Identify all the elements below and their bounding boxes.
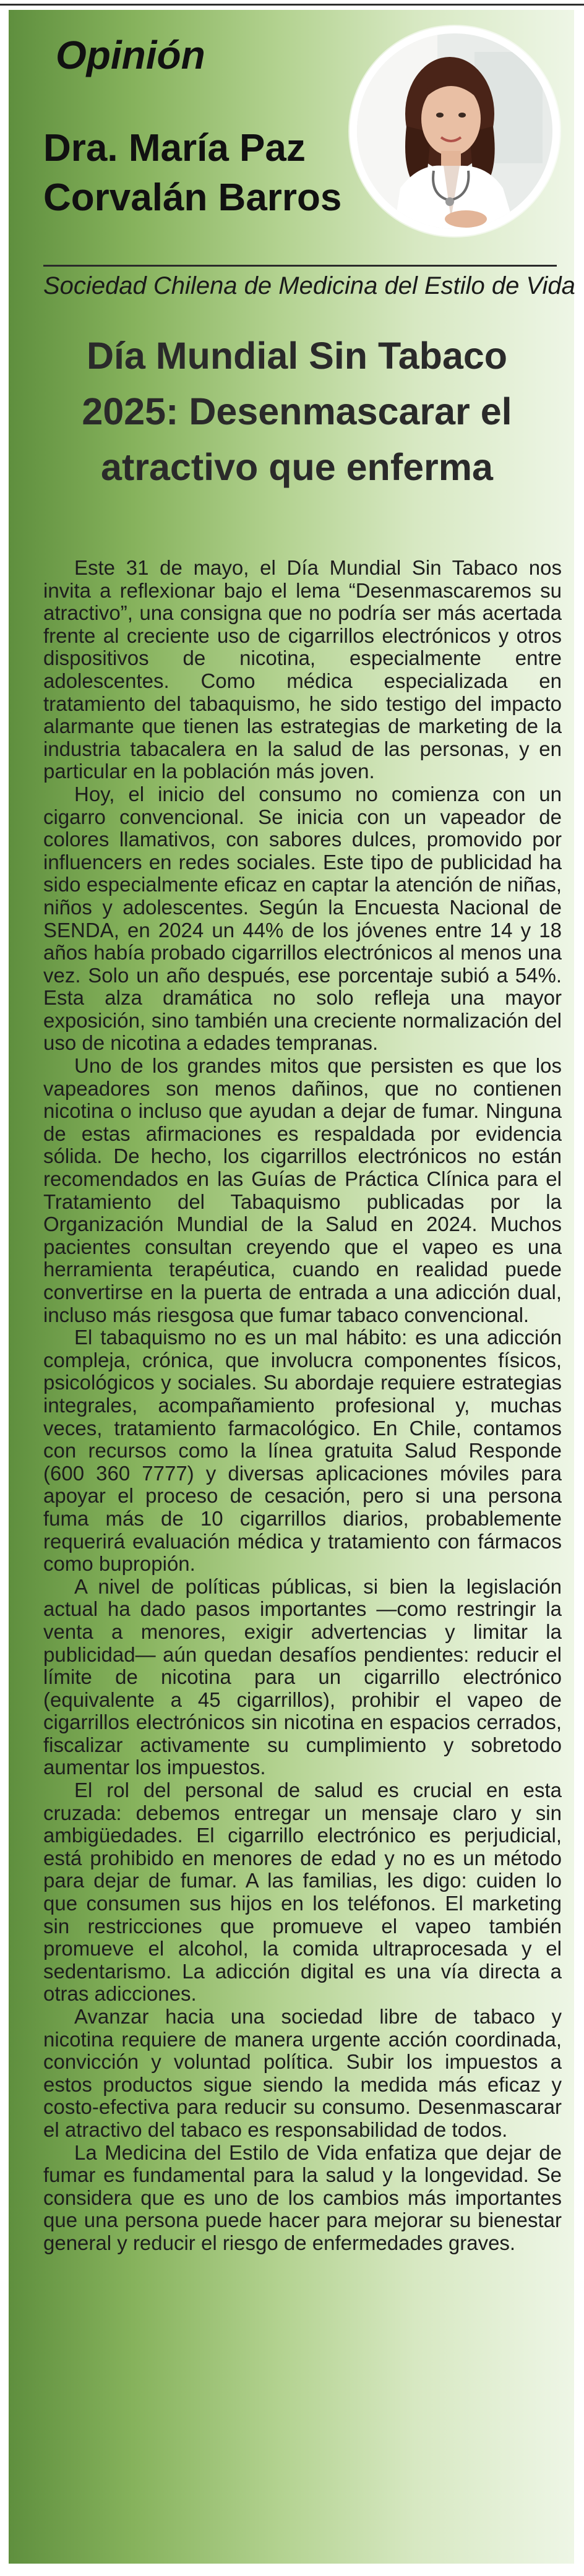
headline-line-3: atractivo que enferma [101,446,493,488]
author-name-line-2: Corvalán Barros [43,176,342,219]
author-portrait-image [357,33,552,229]
body-paragraph: Hoy, el inicio del consumo no comienza con un cigarro convencional. Se inicia con un vapeador de colores llamativos, con sabores dulces, promovido por influencers en redes sociales. Este tipo de publicidad ha sido especialmente eficaz en captar la atención de niñas, niños y adolescentes. Según la Encuesta Nacional de SENDA, en 2024 un 44% de los jóvenes entre 14 y 18 años había probado cigarrillos electrónicos al menos una vez. Solo un año después, ese porcentaje subió a 54%. Esta alza dramática no solo refleja una mayor exposición, sino también una creciente normalización del uso de nicotina a edades tempranas. [43,782,562,1055]
body-paragraph: Este 31 de mayo, el Día Mundial Sin Tabaco nos invita a reflexionar bajo el lema “Desenmascaremos su atractivo”, una consigna que no podría ser más acertada frente al creciente uso de cigarrillos electrónicos y otros dispositivos de nicotina, especialmente entre adolescentes. Como médica especializada en tratamiento del tabaquismo, he sido testigo del impacto alarmante que tienen las estrategias de marketing de la industria tabacalera en la salud de las personas, y en particular en la población más joven. [43,556,562,783]
header-divider [43,265,557,267]
body-paragraph: Avanzar hacia una sociedad libre de tabaco y nicotina requiere de manera urgente acción coordinada, convicción y voluntad política. Subir los impuestos a estos productos sigue siendo la medida más eficaz y costo-efectiva para reducir su consumo. Desenmascarar el atractivo del tabaco es responsabilidad de todos. [43,2005,562,2141]
body-paragraph: A nivel de políticas públicas, si bien la legislación actual ha dado pasos importantes —como restringir la venta a menores, exigir advertencias y limitar la publicidad— aún quedan desafíos pendientes: reducir el límite de nicotina para un cigarrillo electrónico (equivalente a 45 cigarrillos), prohibir el vapeo de cigarrillos electrónicos sin nicotina en espacios cerrados, fiscalizar activamente su cumplimiento y sobretodo aumentar los impuestos. [43,1574,562,1779]
body-paragraph: Uno de los grandes mitos que persisten es que los vapeadores son menos dañinos, que no contienen nicotina o incluso que ayudan a dejar de fumar. Ninguna de estas afirmaciones es respaldada por evidencia sólida. De hecho, los cigarrillos electrónicos no están recomendados en las Guías de Práctica Clínica para el Tratamiento del Tabaquismo publicadas por la Organización Mundial de la Salud en 2024. Muchos pacientes consultan creyendo que el vapeo es una herramienta terapéutica, cuando en realidad puede convertirse en la puerta de entrada a una adicción dual, incluso más riesgosa que fumar tabaco convencional. [43,1054,562,1326]
author-photo-frame [350,26,560,236]
body-paragraph: El rol del personal de salud es crucial en esta cruzada: debemos entregar un mensaje claro y sin ambigüedades. El cigarrillo electrónico es perjudicial, está prohibido en menores de edad y no es un método para dejar de fumar. A las familias, les digo: cuiden lo que consumen sus hijos en los teléfonos. El marketing sin restricciones que promueve el vapeo también promueve el alcohol, la comida ultraprocesada y el sedentarismo. La adicción digital es una vía directa a otras adicciones. [43,1779,562,2006]
top-rule [0,4,584,6]
author-name [43,124,341,223]
author-name-line-1: Dra. María Paz [43,127,306,170]
author-photo [357,33,552,229]
article-body [43,557,562,2255]
author-affiliation: Sociedad Chilena de Medicina del Estilo de Vida [43,272,575,299]
body-paragraph: El tabaquismo no es un mal hábito: es una adicción compleja, crónica, que involucra componentes físicos, psicológicos y sociales. Su abordaje requiere estrategias integrales, acompañamiento profesional y, muchas veces, tratamiento farmacológico. En Chile, contamos con recursos como la línea gratuita Salud Responde (600 360 7777) y diversas aplicaciones móviles para apoyar el proceso de cesación, pero si una persona fuma más de 10 cigarrillos diarios, probablemente requerirá evaluación médica y tratamiento con fármacos como bupropión. [43,1326,562,1576]
headline-line-2: 2025: Desenmascarar el [82,390,512,432]
headline-line-1: Día Mundial Sin Tabaco [86,335,508,377]
section-label: Opinión [56,33,205,77]
body-paragraph: La Medicina del Estilo de Vida enfatiza que dejar de fumar es fundamental para la salud y la longevidad. Se considera que es uno de los cambios más importantes que una persona puede hacer para mejorar su bienestar general y reducir el riesgo de enfermedades graves. [43,2140,562,2254]
article-headline [31,328,563,495]
